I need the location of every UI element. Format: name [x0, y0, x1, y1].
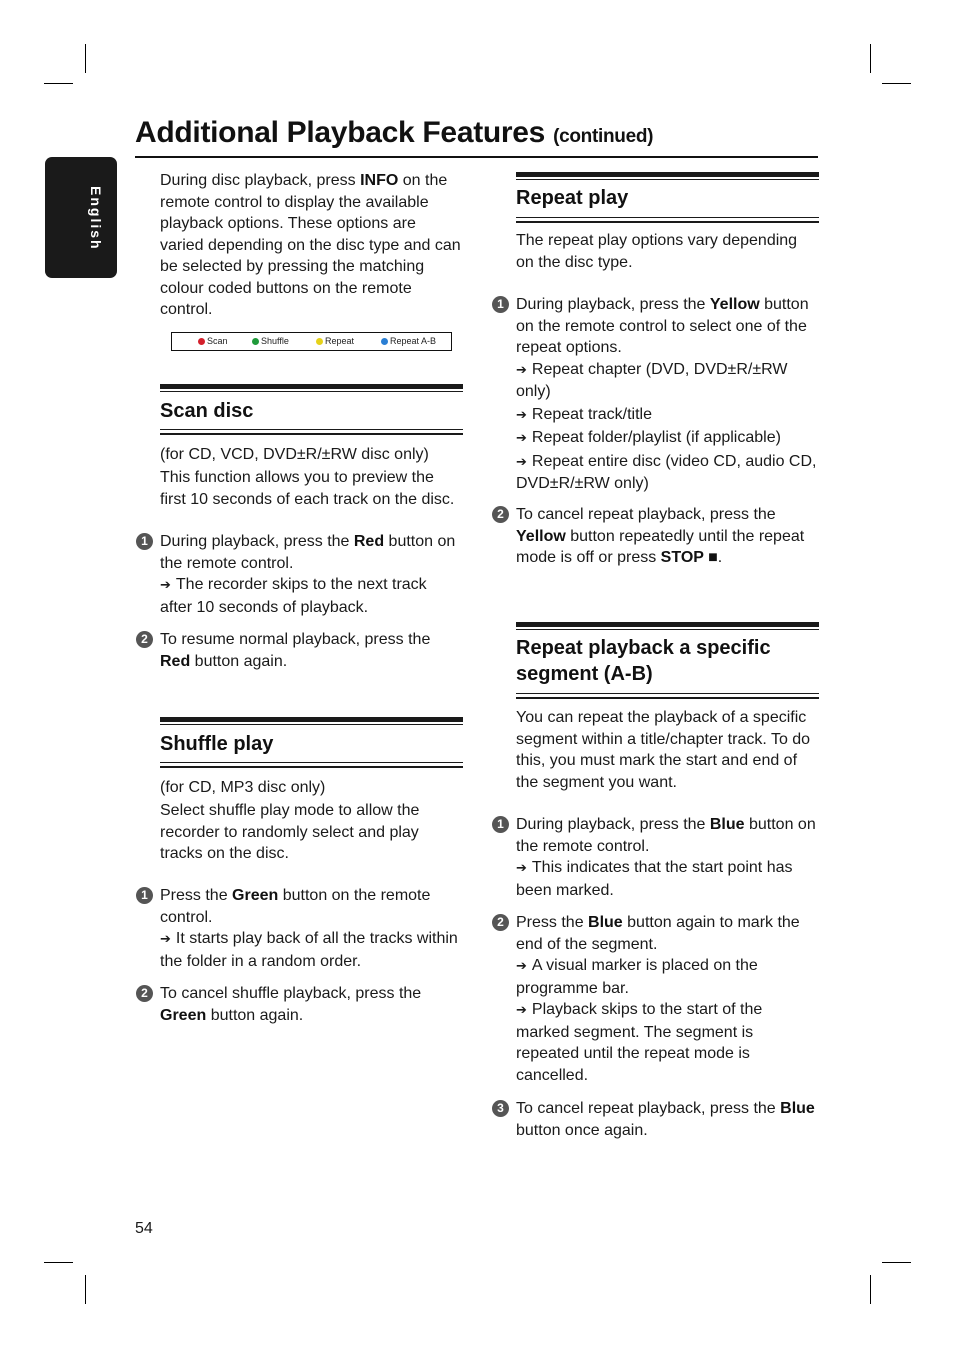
crop-mark: [44, 1262, 73, 1263]
repeat-description: The repeat play options vary depending on the disc type.: [516, 232, 798, 271]
ab-step-1-a: During playback, press the: [516, 816, 710, 833]
ab-step-1-result: This indicates that the start point has been marked.: [516, 859, 793, 899]
ab-step-2-key: Blue: [588, 914, 623, 931]
step-number-icon: 3: [492, 1100, 509, 1117]
arrow-right-icon: ➔: [160, 578, 171, 593]
crop-mark: [85, 1275, 86, 1304]
shuffle-button-label: Shuffle: [261, 336, 289, 346]
repeat-step-1: [516, 294, 819, 495]
scan-step-1-result: The recorder skips to the next track after 10 seconds of playback.: [160, 576, 427, 616]
shuffle-step-1: [160, 885, 463, 972]
shuffle-note: (for CD, MP3 disc only): [160, 779, 326, 796]
shuffle-step-1-c: button on the remote control.: [160, 887, 431, 926]
scan-note: (for CD, VCD, DVD±R/±RW disc only): [160, 446, 429, 463]
step-number-icon: 1: [136, 887, 153, 904]
arrow-right-icon: ➔: [516, 362, 527, 378]
ab-step-2: [516, 912, 819, 1086]
scan-step-2: [160, 629, 460, 672]
arrow-right-icon: ➔: [516, 1003, 527, 1018]
crop-mark: [870, 44, 871, 73]
language-tab-label: English: [88, 186, 104, 251]
intro-text: [160, 170, 463, 321]
scan-button-indicator: [198, 336, 228, 346]
shuffle-step-2-c: button again.: [206, 1006, 304, 1024]
ab-section-header: [516, 622, 819, 699]
repeat-ab-button-label: Repeat A-B: [390, 336, 437, 346]
step-number-icon: 1: [136, 533, 153, 550]
crop-mark: [85, 44, 86, 73]
scan-section-title: Scan disc: [160, 400, 254, 422]
yellow-dot-icon: [316, 338, 323, 345]
repeat-section-title: Repeat play: [516, 187, 629, 209]
red-dot-icon: [198, 338, 205, 345]
page-title-main: Additional Playback Features: [135, 116, 546, 149]
repeat-button-label: Repeat: [325, 336, 355, 346]
ab-step-1-c: button on the remote control.: [516, 816, 816, 855]
page-header: [135, 116, 818, 158]
ab-step-2-c: button again to mark the end of the segment.: [516, 914, 800, 953]
ab-step-3-key: Blue: [780, 1100, 815, 1117]
green-dot-icon: [252, 338, 259, 345]
shuffle-step-2-a: To cancel shuffle playback, press the: [160, 985, 422, 1002]
arrow-right-icon: ➔: [516, 407, 527, 423]
arrow-right-icon: ➔: [516, 861, 527, 876]
crop-mark: [882, 83, 911, 84]
ab-step-3: [516, 1098, 816, 1141]
repeat-step-2-e: .: [717, 549, 723, 566]
repeat-option-chapter: Repeat chapter (DVD, DVD±R/±RW only): [516, 360, 788, 400]
repeat-step-2-stop: STOP ■: [660, 549, 718, 566]
intro-text-key: INFO: [360, 172, 399, 189]
arrow-right-icon: ➔: [516, 454, 527, 470]
repeat-step-1-c: button on the remote control to select one of the repeat options.: [516, 296, 809, 356]
shuffle-section-header: [160, 717, 463, 768]
intro-text-b: on the remote control to display the available playback options. These options are varied depending on the disc type and can be selected by pressing the matching colour coded buttons on the remote control.: [160, 172, 461, 318]
step-number-icon: 2: [492, 506, 509, 523]
step-number-icon: 2: [136, 985, 153, 1002]
repeat-step-1-key: Yellow: [709, 296, 760, 313]
scan-step-2-c: button again.: [190, 652, 288, 670]
scan-step-1-key: Red: [353, 533, 385, 550]
repeat-option-track: Repeat track/title: [531, 405, 652, 423]
crop-mark: [882, 1262, 911, 1263]
ab-step-2-a: Press the: [516, 914, 589, 931]
page-title: [135, 116, 653, 150]
arrow-right-icon: ➔: [516, 431, 527, 446]
ab-step-3-a: To cancel repeat playback, press the: [516, 1100, 781, 1117]
repeat-section-header: [516, 172, 819, 223]
shuffle-step-1-key: Green: [232, 887, 279, 904]
ab-step-2-result-1: A visual marker is placed on the programme bar.: [516, 957, 758, 997]
scan-button-label: Scan: [207, 336, 228, 346]
scan-step-2-key: Red: [160, 652, 191, 670]
crop-mark: [44, 83, 73, 84]
arrow-right-icon: ➔: [516, 959, 527, 974]
shuffle-step-1-a: Press the: [160, 887, 233, 904]
step-number-icon: 1: [492, 816, 509, 833]
ab-step-2-result-2: Playback skips to the start of the marked segment. The segment is repeated until the repeat mode is cancelled.: [516, 1001, 763, 1084]
repeat-step-2-c: button repeatedly until the repeat mode is off or press: [516, 527, 805, 566]
scan-step-1-c: button on the remote control.: [160, 533, 456, 572]
scan-step-1-a: During playback, press the: [160, 533, 354, 550]
scan-step-2-a: To resume normal playback, press the: [160, 631, 431, 648]
shuffle-description: Select shuffle play mode to allow the recorder to randomly select and play tracks on the disc.: [160, 802, 420, 862]
intro-text-a: During disc playback, press: [160, 172, 361, 189]
repeat-option-folder: Repeat folder/playlist (if applicable): [531, 429, 781, 446]
step-number-icon: 2: [136, 631, 153, 648]
ab-description: You can repeat the playback of a specific segment within a title/chapter track. To do this, you must mark the start and end of the segment you want.: [516, 709, 811, 791]
repeat-step-2-key: Yellow: [516, 527, 566, 545]
scan-section-header: [160, 384, 463, 435]
scan-description: This function allows you to preview the first 10 seconds of each track on the disc.: [160, 469, 455, 508]
shuffle-step-2-key: Green: [160, 1006, 207, 1024]
shuffle-section-title: Shuffle play: [160, 733, 274, 755]
repeat-step-1-a: During playback, press the: [516, 296, 710, 313]
repeat-step-2: [516, 504, 806, 569]
repeat-option-disc: Repeat entire disc (video CD, audio CD, DVD±R/±RW only): [516, 452, 817, 492]
ab-step-1: [516, 814, 819, 901]
step-number-icon: 1: [492, 296, 509, 313]
crop-mark: [870, 1275, 871, 1304]
language-tab: [45, 157, 117, 278]
shuffle-button-indicator: [252, 336, 289, 346]
ab-section-title: Repeat playback a specific segment (A-B): [516, 637, 771, 685]
ab-step-1-key: Blue: [709, 816, 745, 833]
repeat-step-2-a: To cancel repeat playback, press the: [516, 506, 776, 523]
colour-button-bar: [171, 332, 452, 351]
ab-step-3-c: button once again.: [516, 1121, 648, 1139]
page-number: 54: [135, 1220, 153, 1237]
repeat-button-indicator: [316, 336, 354, 346]
shuffle-step-1-result: It starts play back of all the tracks within the folder in a random order.: [160, 930, 458, 970]
step-number-icon: 2: [492, 914, 509, 931]
arrow-right-icon: ➔: [160, 932, 171, 947]
scan-step-1: [160, 531, 460, 618]
page-title-sub: (continued): [553, 126, 654, 147]
blue-dot-icon: [381, 338, 388, 345]
repeat-ab-button-indicator: [381, 336, 436, 346]
shuffle-step-2: [160, 983, 460, 1026]
